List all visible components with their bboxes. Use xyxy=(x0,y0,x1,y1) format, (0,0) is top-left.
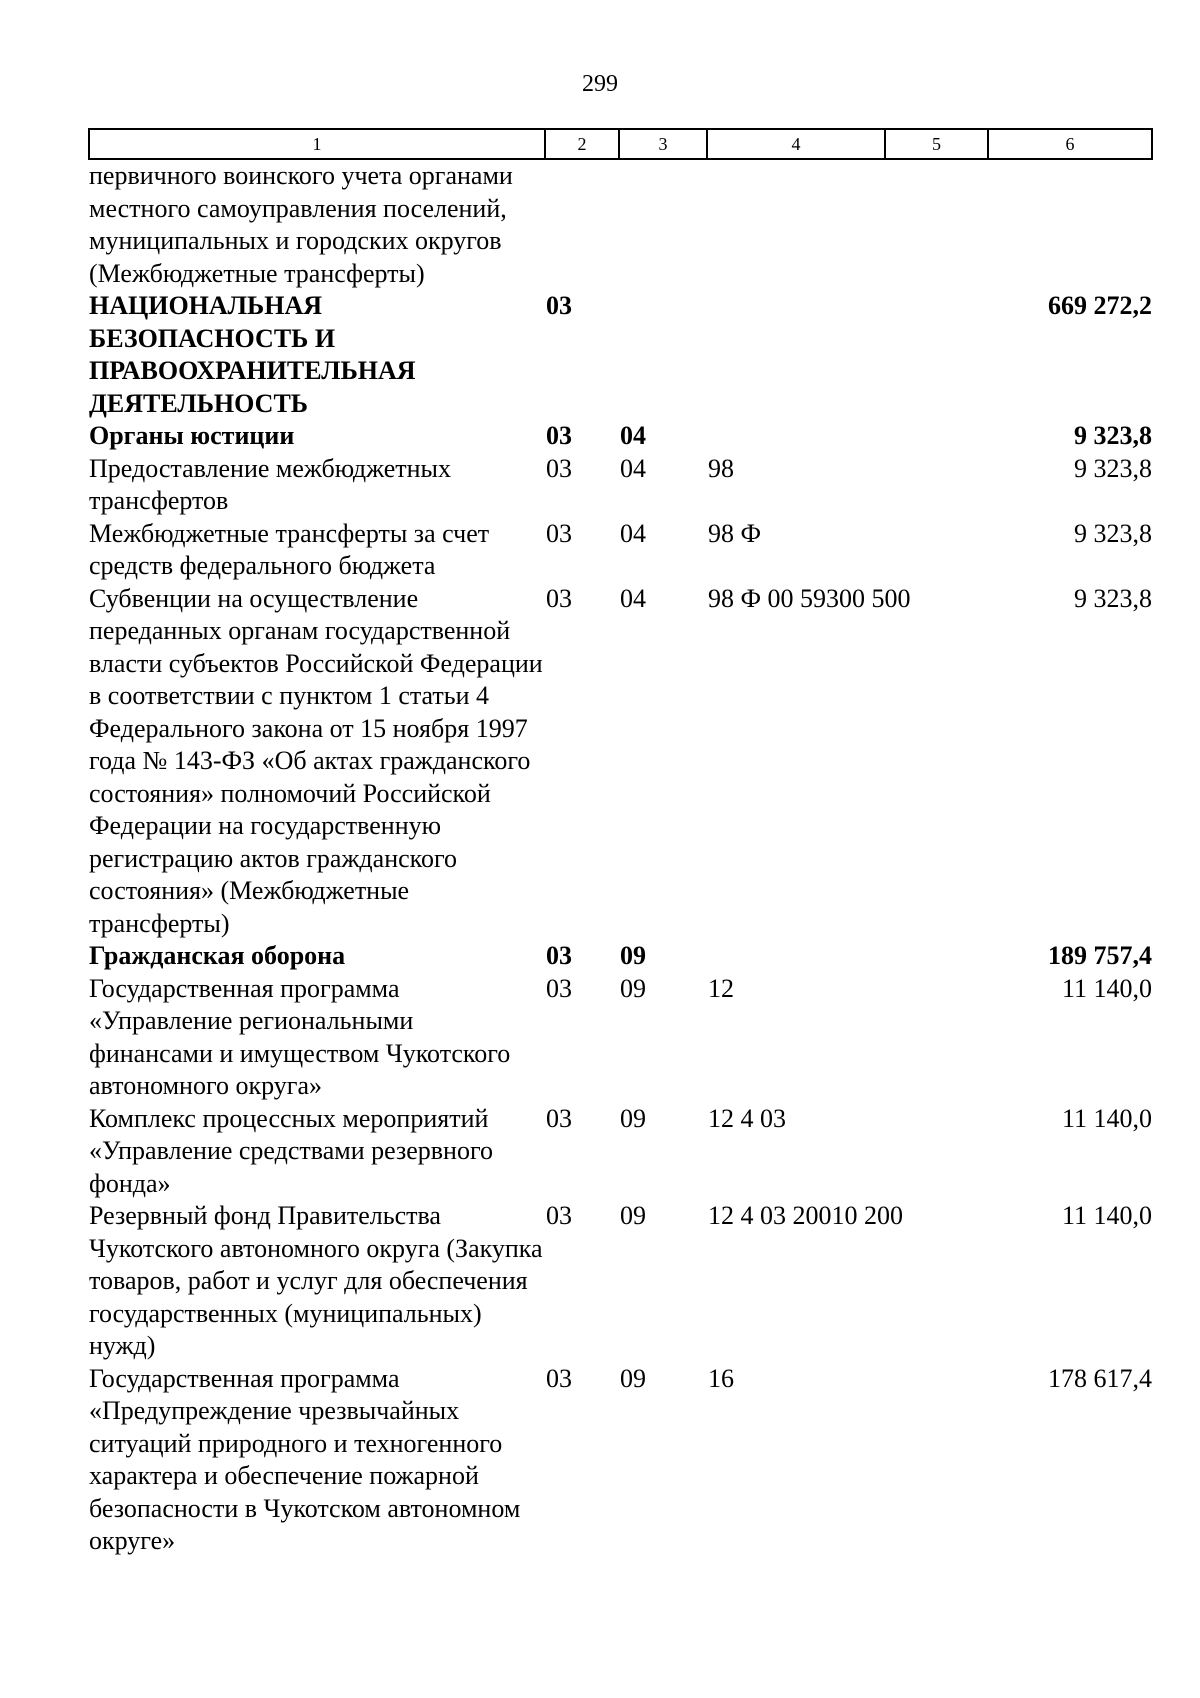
table-row xyxy=(89,940,1152,973)
header-col-2: 2 xyxy=(545,129,619,159)
row-amount: 189 757,4 xyxy=(1048,941,1152,970)
row-name: Гражданская оборона xyxy=(89,941,346,970)
row-target-code: 16 xyxy=(708,1363,734,1393)
table-header-row xyxy=(89,129,1152,159)
row-amount: 9 323,8 xyxy=(1074,421,1152,450)
row-name: Государственная программа «Предупреждение чрезвычайных ситуаций природного и техногенного характера и обеспечение пожарной безопасности в Чукотском автономном округе» xyxy=(89,1363,521,1555)
row-target-code xyxy=(707,940,988,973)
page-number: 299 xyxy=(582,71,618,97)
table-row xyxy=(89,420,1152,453)
row-target-code: 12 4 03 xyxy=(708,1103,786,1133)
table-row xyxy=(89,518,1152,583)
row-target-code xyxy=(707,159,988,290)
row-amount: 11 140,0 xyxy=(1061,973,1152,1003)
row-subsection: 09 xyxy=(620,1363,646,1393)
row-subsection xyxy=(619,159,707,290)
table-row xyxy=(89,453,1152,518)
row-target-code: 98 Ф 00 59300 500 xyxy=(708,583,911,613)
row-target-code: 98 xyxy=(708,453,734,483)
row-section: 03 xyxy=(546,583,572,613)
row-section: 03 xyxy=(546,941,572,970)
row-name: Субвенции на осуществление переданных органам государственной власти субъектов Российской Федерации в соответствии с пунктом 1 статьи 4 Федерального закона от 15 ноября 1997 года № 143-ФЗ «Об актах гражданского состояния» полномочий Российской Федерации на государственную регистрацию актов гражданского состояния» (Межбюджетные трансферты) xyxy=(89,583,543,938)
row-amount: 9 323,8 xyxy=(1074,583,1152,613)
row-section: 03 xyxy=(546,518,572,548)
row-section: 03 xyxy=(546,291,572,320)
row-section: 03 xyxy=(546,1201,572,1230)
row-target-code: 12 4 03 20010 200 xyxy=(708,1201,903,1230)
row-subsection: 04 xyxy=(620,518,646,548)
header-col-1: 1 xyxy=(89,129,545,159)
row-name: Межбюджетные трансферты за счет средств федерального бюджета xyxy=(89,518,490,580)
row-amount: 669 272,2 xyxy=(1048,291,1152,320)
row-section: 03 xyxy=(546,453,572,483)
row-name: Органы юстиции xyxy=(89,421,295,450)
row-subsection: 09 xyxy=(620,1103,646,1133)
row-subsection: 04 xyxy=(620,583,646,613)
row-section: 03 xyxy=(546,1363,572,1393)
row-subsection: 04 xyxy=(620,453,646,483)
table-row xyxy=(89,290,1152,420)
header-col-4: 4 xyxy=(707,129,885,159)
table-row xyxy=(89,159,1152,290)
table-row xyxy=(89,1103,1152,1201)
row-amount: 11 140,0 xyxy=(1061,1201,1152,1230)
header-col-6: 6 xyxy=(988,129,1152,159)
row-name: Предоставление межбюджетных трансфертов xyxy=(89,453,452,515)
header-col-3: 3 xyxy=(619,129,707,159)
row-amount xyxy=(988,159,1152,290)
row-subsection: 04 xyxy=(620,421,646,450)
row-target-code xyxy=(707,290,988,420)
table-row xyxy=(89,973,1152,1103)
row-section: 03 xyxy=(546,973,572,1003)
row-name: Комплекс процессных мероприятий «Управление средствами резервного фонда» xyxy=(89,1103,493,1198)
row-section: 03 xyxy=(546,1103,572,1133)
row-subsection xyxy=(619,290,707,420)
row-amount: 9 323,8 xyxy=(1074,518,1152,548)
row-section xyxy=(545,159,619,290)
row-subsection: 09 xyxy=(620,1201,646,1230)
row-target-code xyxy=(707,420,988,453)
row-name: Резервный фонд Правительства Чукотского автономного округа (Закупка товаров, работ и услуг для обеспечения государственных (муниципальных) нужд) xyxy=(89,1201,543,1360)
row-amount: 178 617,4 xyxy=(1048,1363,1152,1393)
header-col-5: 5 xyxy=(885,129,988,159)
row-amount: 11 140,0 xyxy=(1061,1103,1152,1133)
row-name: Государственная программа «Управление региональными финансами и имуществом Чукотского автономного округа» xyxy=(89,973,511,1100)
table-row xyxy=(89,583,1152,941)
row-subsection: 09 xyxy=(620,941,646,970)
row-subsection: 09 xyxy=(620,973,646,1003)
budget-table xyxy=(88,128,1153,1558)
row-amount: 9 323,8 xyxy=(1074,453,1152,483)
row-target-code: 98 Ф xyxy=(708,518,762,548)
row-name: первичного воинского учета органами местного самоуправления поселений, муниципальных и городских округов (Межбюджетные трансферты) xyxy=(89,161,513,288)
table-body xyxy=(89,159,1152,1558)
row-section: 03 xyxy=(546,421,572,450)
table-row xyxy=(89,1363,1152,1558)
table-row xyxy=(89,1200,1152,1363)
row-target-code: 12 xyxy=(708,973,734,1003)
row-name: НАЦИОНАЛЬНАЯ БЕЗОПАСНОСТЬ И ПРАВООХРАНИТЕЛЬНАЯ ДЕЯТЕЛЬНОСТЬ xyxy=(89,291,416,418)
